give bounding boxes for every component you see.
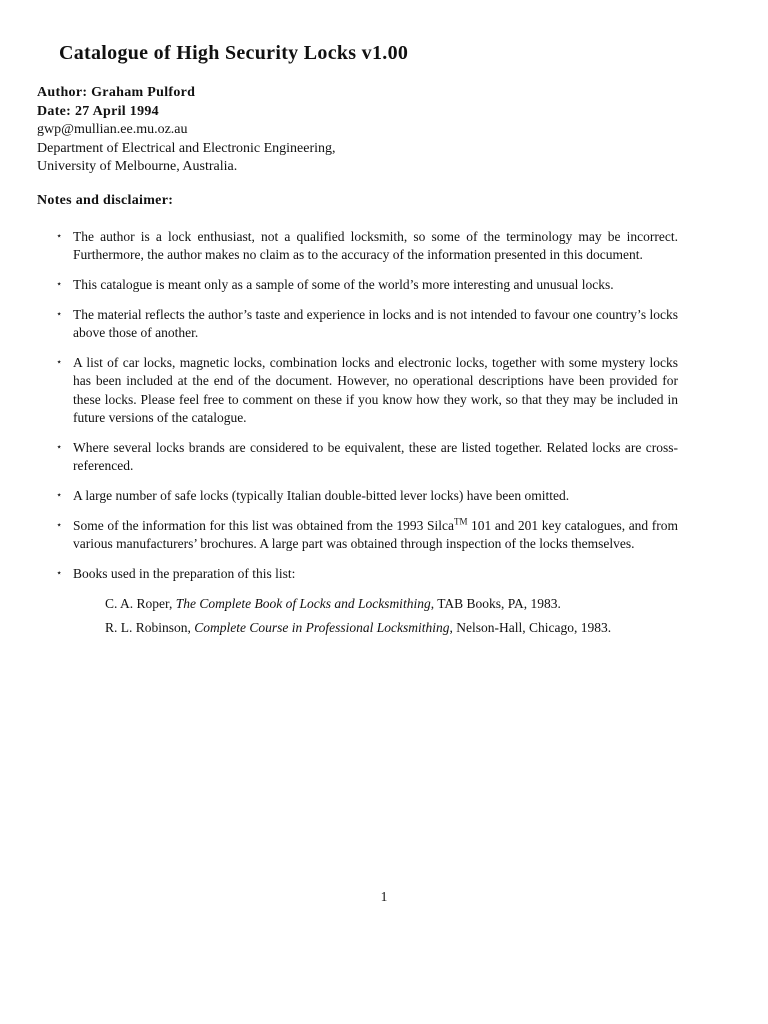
notes-heading: Notes and disclaimer: xyxy=(37,193,174,208)
silca-text-after: 101 and 201 key catalogues, and from various manufacturers’ brochures. A large part was obtained through inspection of the locks themselves. xyxy=(73,517,678,551)
reference-item xyxy=(105,595,678,613)
reference-title: Complete Course in Professional Locksmithing xyxy=(194,620,450,636)
author-info xyxy=(37,84,336,177)
star-bullet-icon: ⋆ xyxy=(56,279,63,291)
university-line: University of Melbourne, Australia. xyxy=(37,159,238,174)
star-bullet-icon: ⋆ xyxy=(56,356,63,368)
list-item-text: The material reflects the author’s taste and experience in locks and is not intended to favour one country’s locks above those of another. xyxy=(73,306,678,341)
document-title: Catalogue of High Security Locks v1.00 xyxy=(59,42,409,64)
list-item-text xyxy=(73,518,678,551)
star-bullet-icon: ⋆ xyxy=(56,308,63,320)
list-item xyxy=(56,228,678,265)
list-item xyxy=(56,276,678,294)
star-bullet-icon: ⋆ xyxy=(56,519,63,531)
reference-author: R. L. Robinson, xyxy=(105,620,195,636)
star-bullet-icon: ⋆ xyxy=(56,231,63,242)
list-item-text: The author is a lock enthusiast, not a qualified locksmith, so some of the terminology may be incorrect. Furthermore, the author makes no claim as to the accuracy of the information presented in this document. xyxy=(73,229,678,263)
department-line: Department of Electrical and Electronic Engineering, xyxy=(37,140,336,156)
star-bullet-icon: ⋆ xyxy=(56,441,63,453)
reference-publisher: , Nelson-Hall, Chicago, 1983. xyxy=(449,620,612,636)
trademark-superscript: TM xyxy=(453,516,468,527)
list-item-text: A large number of safe locks (typically Italian double-bitted lever locks) have been omitted. xyxy=(73,487,570,503)
reference-list xyxy=(105,595,678,638)
reference-title: The Complete Book of Locks and Locksmithing xyxy=(175,595,431,611)
list-item-text: This catalogue is meant only as a sample of some of the world’s more interesting and unusual locks. xyxy=(73,277,614,293)
reference-author: C. A. Roper, xyxy=(105,595,176,611)
date-line: Date: 27 April 1994 xyxy=(37,103,159,119)
list-item-text: Books used in the preparation of this list: xyxy=(73,565,296,581)
list-item xyxy=(56,354,678,427)
list-item xyxy=(56,487,678,505)
email-line: gwp@mullian.ee.mu.oz.au xyxy=(37,122,188,137)
reference-item xyxy=(105,619,678,637)
reference-publisher: , TAB Books, PA, 1983. xyxy=(430,595,561,611)
notes-list xyxy=(56,228,678,649)
list-item xyxy=(56,517,678,554)
list-item xyxy=(56,306,678,343)
list-item-text: A list of car locks, magnetic locks, combination locks and electronic locks, together with some mystery locks has been included at the end of the document. However, no operational descriptions have been provided for these locks. Please feel free to comment on these if you know how they work, so that they may be included in future versions of the catalogue. xyxy=(73,354,678,425)
page-number: 1 xyxy=(380,889,388,904)
author-line: Author: Graham Pulford xyxy=(37,85,196,100)
list-item-text: Where several locks brands are considered to be equivalent, these are listed together. Related locks are cross-referenced. xyxy=(73,439,678,473)
list-item xyxy=(56,439,678,476)
silca-text-before: Some of the information for this list was obtained from the 1993 Silca xyxy=(73,517,454,533)
list-item xyxy=(56,565,678,638)
star-bullet-icon: ⋆ xyxy=(56,489,63,501)
star-bullet-icon: ⋆ xyxy=(56,567,63,579)
